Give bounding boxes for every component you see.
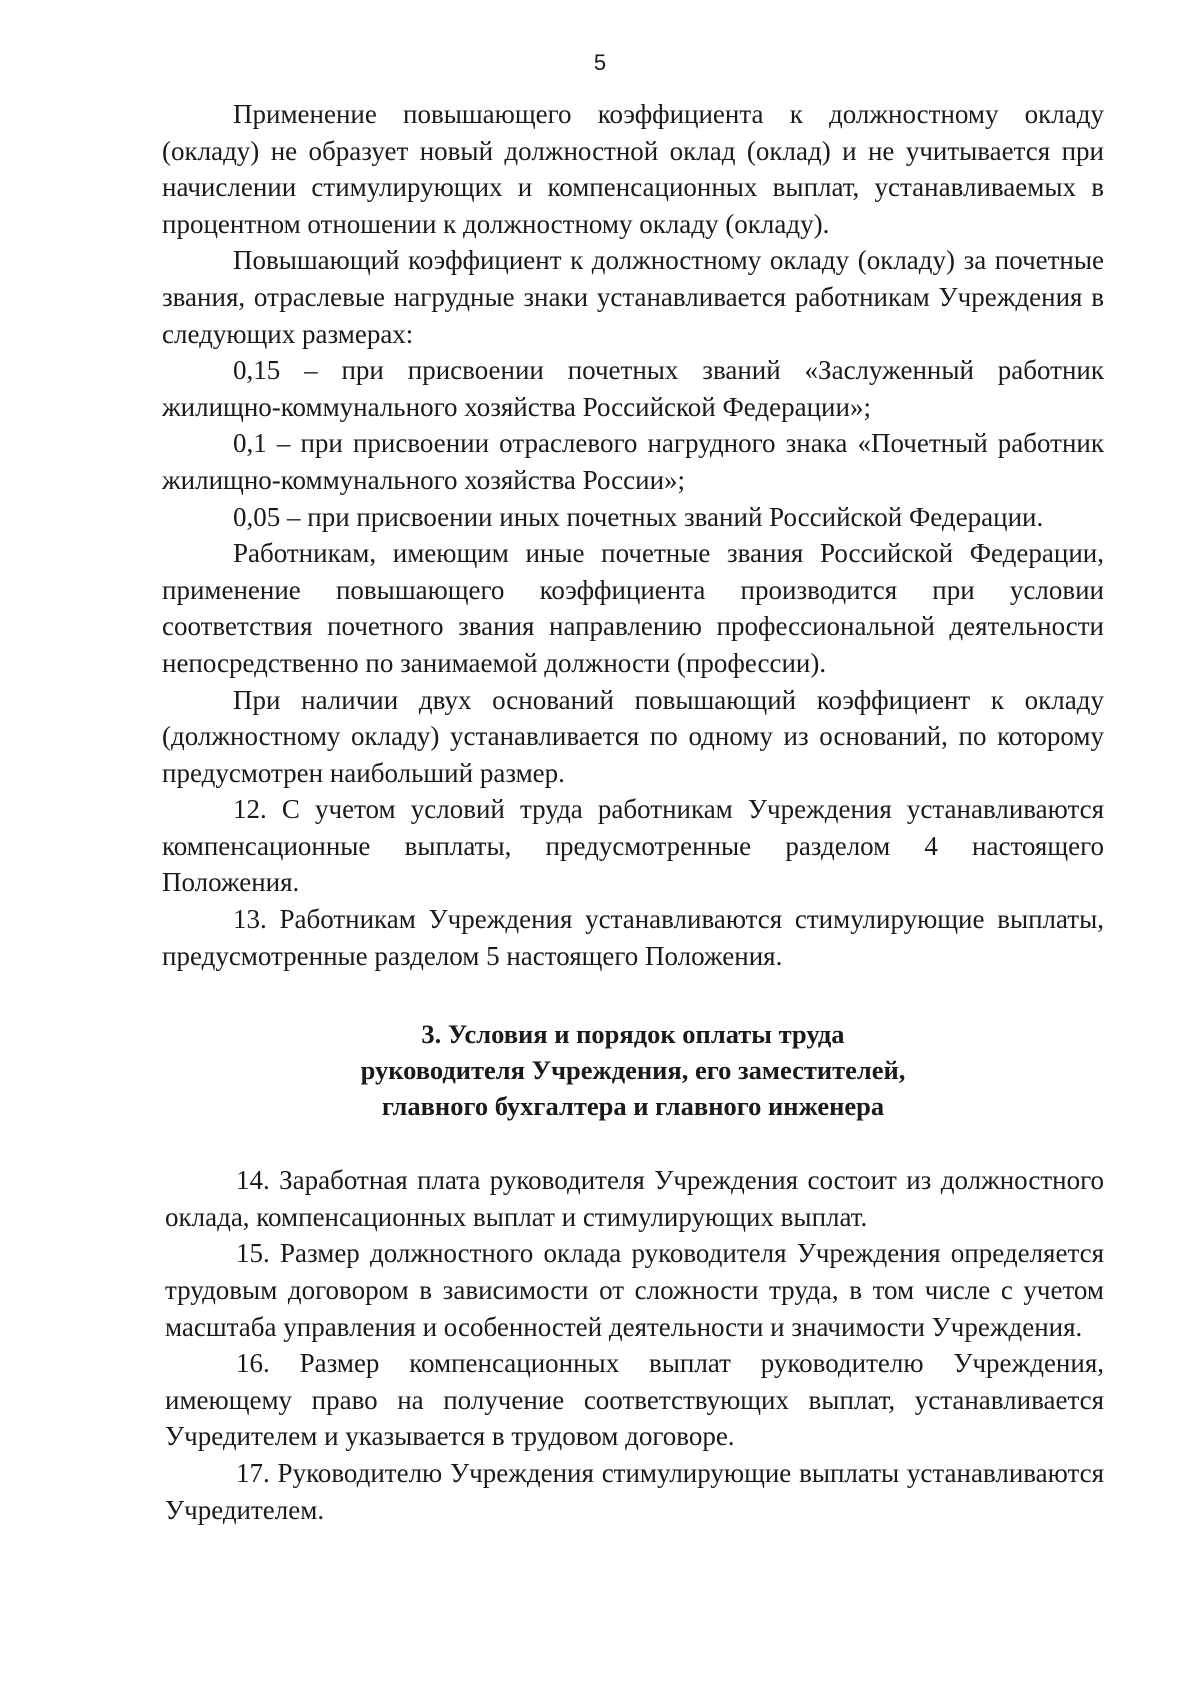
paragraph-item-12: 12. С учетом условий труда работникам Учреждения устанавливаются компенсационные выплаты, предусмотренные разделом 4 настоящего Положения.	[162, 794, 1104, 898]
paragraph-item-16: 16. Размер компенсационных выплат руководителю Учреждения, имеющему право на получение соответствующих выплат, устанавливается Учредителем и указывается в трудовом договоре.	[165, 1348, 1104, 1452]
paragraph-coefficient-0-1: 0,1 – при присвоении отраслевого нагрудного знака «Почетный работник жилищно-коммунального хозяйства России»;	[162, 428, 1104, 495]
paragraph-item-14: 14. Заработная плата руководителя Учреждения состоит из должностного оклада, компенсационных выплат и стимулирующих выплат.	[165, 1165, 1104, 1232]
paragraph-item-15: 15. Размер должностного оклада руководителя Учреждения определяется трудовым договором в зависимости от сложности труда, в том числе с учетом масштаба управления и особенностей деятельности и значимости Учреждения.	[165, 1238, 1104, 1342]
paragraph-coefficient-titles-intro: Повышающий коэффициент к должностному окладу (окладу) за почетные звания, отраслевые нагрудные знаки устанавливается работникам Учреждения в следующих размерах:	[162, 245, 1104, 349]
paragraph-two-grounds: При наличии двух оснований повышающий коэффициент к окладу (должностному окладу) устанавливается по одному из оснований, по которому предусмотрен наибольший размер.	[162, 684, 1104, 788]
paragraph-coefficient-0-15: 0,15 – при присвоении почетных званий «Заслуженный работник жилищно-коммунального хозяйства Российской Федерации»;	[162, 355, 1104, 422]
page-number: 5	[593, 50, 607, 75]
paragraph-item-17: 17. Руководителю Учреждения стимулирующие выплаты устанавливаются Учредителем.	[165, 1458, 1104, 1525]
section-heading	[162, 1016, 1104, 1124]
section-heading-line-3: главного бухгалтера и главного инженера	[381, 1091, 885, 1122]
paragraph-item-13: 13. Работникам Учреждения устанавливаются стимулирующие выплаты, предусмотренные разделом 5 настоящего Положения.	[162, 904, 1104, 971]
paragraph-coefficient-0-05: 0,05 – при присвоении иных почетных званий Российской Федерации.	[233, 501, 1044, 532]
section-heading-line-2: руководителя Учреждения, его заместителей,	[360, 1055, 906, 1086]
section-bottom-paragraphs	[165, 1162, 1104, 1528]
document-body	[162, 96, 1104, 1528]
section-heading-line-1: 3. Условия и порядок оплаты труда	[421, 1019, 845, 1050]
paragraph-coefficient-not-new-salary: Применение повышающего коэффициента к должностному окладу (окладу) не образует новый должностной оклад (оклад) и не учитывается при начислении стимулирующих и компенсационных выплат, устанавливаемых в процентном отношении к должностному окладу (окладу).	[162, 99, 1104, 239]
paragraph-other-titles: Работникам, имеющим иные почетные звания Российской Федерации, применение повышающего коэффициента производится при условии соответствия почетного звания направлению профессиональной деятельности непосредственно по занимаемой должности (профессии).	[162, 538, 1104, 678]
section-top-paragraphs	[162, 96, 1104, 974]
